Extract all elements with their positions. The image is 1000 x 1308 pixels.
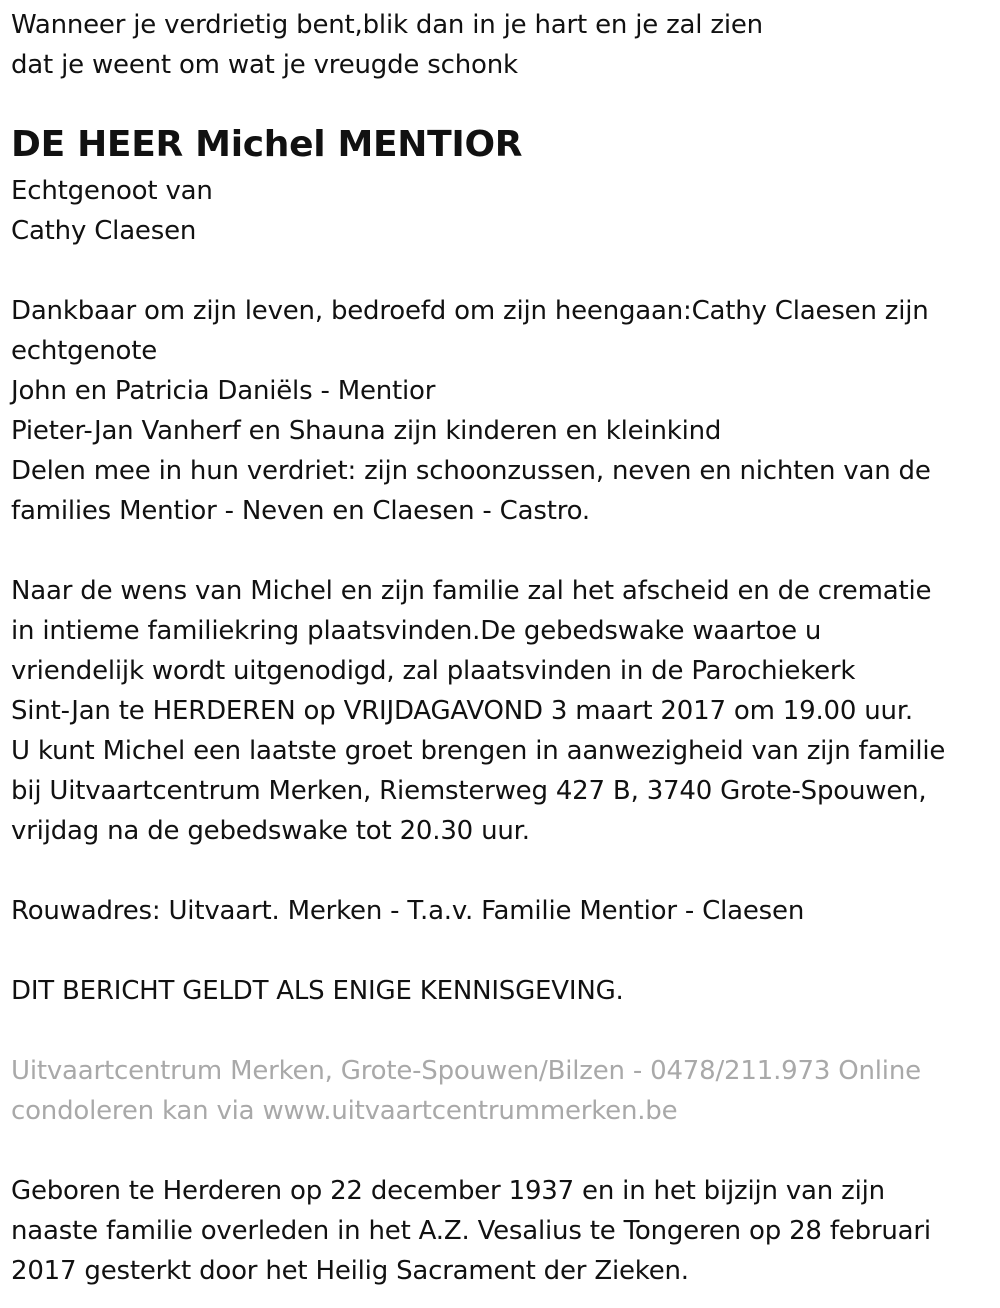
obituary-notice: [11, 0, 993, 1291]
ceremony-line: in intieme familiekring plaatsvinden.De gebedswake waartoe u: [11, 616, 822, 646]
family-line: Pieter-Jan Vanherf en Shauna zijn kinderen en kleinkind: [11, 416, 722, 446]
birth-death-line: naaste familie overleden in het A.Z. Vesalius te Tongeren op 28 februari: [11, 1216, 931, 1246]
funeral-home-line: Uitvaartcentrum Merken, Grote-Spouwen/Bilzen - 0478/211.973 Online: [11, 1056, 921, 1086]
ceremony-block: [11, 571, 993, 851]
spouse-block: [11, 171, 993, 251]
family-line: echtgenote: [11, 336, 158, 366]
ceremony-line: U kunt Michel een laatste groet brengen in aanwezigheid van zijn familie: [11, 736, 946, 766]
family-line: families Mentior - Neven en Claesen - Castro.: [11, 496, 590, 526]
poem-line: dat je weent om wat je vreugde schonk: [11, 50, 518, 80]
ceremony-line: bij Uitvaartcentrum Merken, Riemsterweg 427 B, 3740 Grote-Spouwen,: [11, 776, 927, 806]
spouse-line: Echtgenoot van: [11, 176, 213, 206]
family-line: Delen mee in hun verdriet: zijn schoonzussen, neven en nichten van de: [11, 456, 931, 486]
spacer: [11, 1131, 993, 1171]
spacer: [11, 531, 993, 571]
ceremony-line: Naar de wens van Michel en zijn familie zal het afscheid en de crematie: [11, 576, 932, 606]
official-notice: DIT BERICHT GELDT ALS ENIGE KENNISGEVING.: [11, 976, 624, 1006]
deceased-name-title: DE HEER Michel MENTIOR: [11, 124, 523, 165]
spacer: [11, 931, 993, 971]
ceremony-line: vriendelijk wordt uitgenodigd, zal plaatsvinden in de Parochiekerk: [11, 656, 856, 686]
poem-line: Wanneer je verdrietig bent,blik dan in je hart en je zal zien: [11, 10, 763, 40]
funeral-home-line: condoleren kan via www.uitvaartcentrummerken.be: [11, 1096, 678, 1126]
birth-death-line: 2017 gesterkt door het Heilig Sacrament der Zieken.: [11, 1256, 689, 1286]
birth-death-line: Geboren te Herderen op 22 december 1937 en in het bijzijn van zijn: [11, 1176, 885, 1206]
birth-death-block: [11, 1171, 993, 1291]
funeral-home-block: [11, 1051, 993, 1131]
mourning-address: Rouwadres: Uitvaart. Merken - T.a.v. Familie Mentior - Claesen: [11, 896, 805, 926]
ceremony-line: vrijdag na de gebedswake tot 20.30 uur.: [11, 816, 530, 846]
spouse-line: Cathy Claesen: [11, 216, 197, 246]
poem-block: [11, 5, 993, 85]
spacer: [11, 251, 993, 291]
family-block: [11, 291, 993, 531]
spacer: [11, 1011, 993, 1051]
spacer: [11, 851, 993, 891]
ceremony-line: Sint-Jan te HERDEREN op VRIJDAGAVOND 3 maart 2017 om 19.00 uur.: [11, 696, 913, 726]
family-line: John en Patricia Daniëls - Mentior: [11, 376, 436, 406]
family-line: Dankbaar om zijn leven, bedroefd om zijn heengaan:Cathy Claesen zijn: [11, 296, 929, 326]
